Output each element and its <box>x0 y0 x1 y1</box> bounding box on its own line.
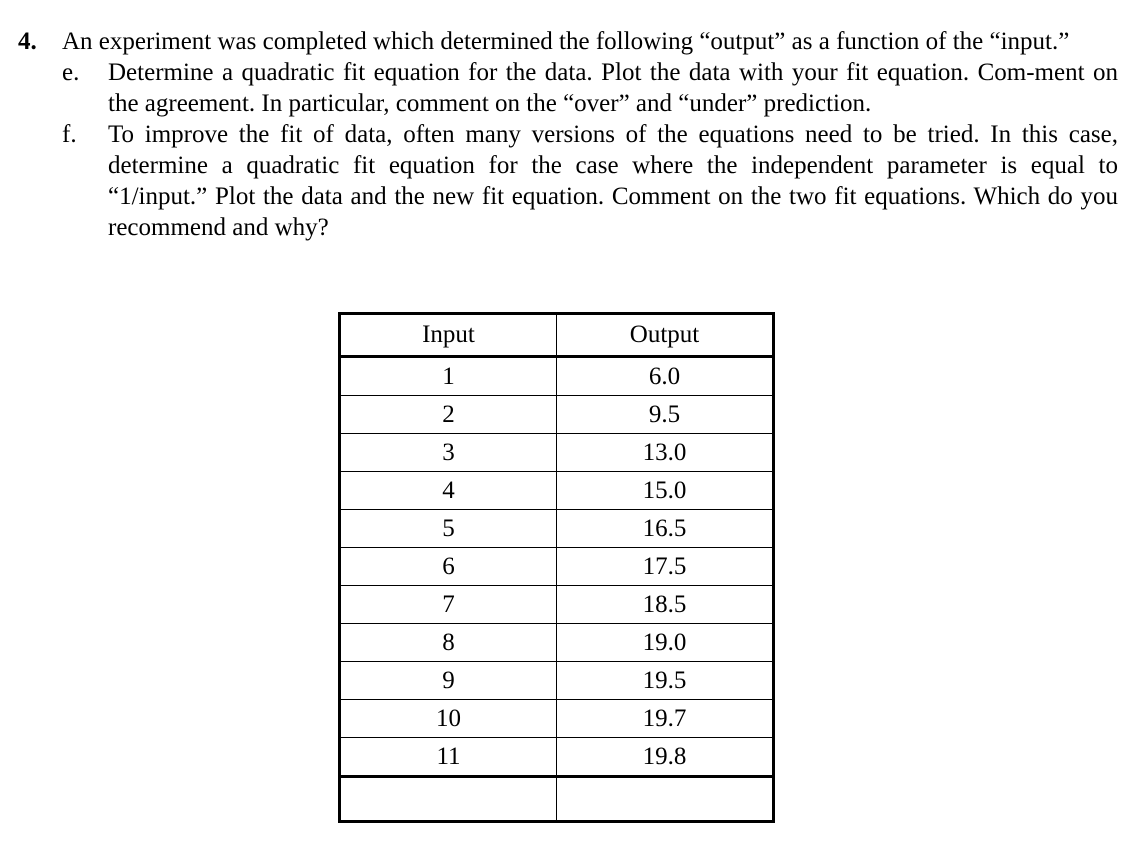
part-e-label: e. <box>62 59 80 86</box>
input-cell: 2 <box>340 396 557 434</box>
data-table <box>338 312 775 823</box>
table-row <box>340 396 774 434</box>
input-cell <box>340 777 557 822</box>
part-e-text: Determine a quadratic fit equation for the data. Plot the data with your fit equation. Com-ment on the agreement. In particular, comment on the “over” and “under” prediction. <box>108 59 1118 117</box>
input-cell: 1 <box>340 357 557 396</box>
table-row <box>340 586 774 624</box>
table-body <box>340 357 774 822</box>
header-input: Input <box>340 314 557 357</box>
input-cell: 6 <box>340 548 557 586</box>
output-cell: 6.0 <box>557 357 774 396</box>
header-output: Output <box>557 314 774 357</box>
table-row <box>340 624 774 662</box>
table-row <box>340 472 774 510</box>
input-cell: 10 <box>340 700 557 738</box>
table-row <box>340 700 774 738</box>
input-cell: 3 <box>340 434 557 472</box>
output-cell: 9.5 <box>557 396 774 434</box>
question-text: An experiment was completed which determined the following “output” as a function of the “input.” <box>62 28 1070 55</box>
output-cell: 19.0 <box>557 624 774 662</box>
output-cell: 16.5 <box>557 510 774 548</box>
table-row <box>340 777 774 822</box>
part-f-label: f. <box>62 121 77 148</box>
part-f <box>62 119 1118 243</box>
part-e <box>62 57 1118 119</box>
part-f-text: To improve the fit of data, often many versions of the equations need to be tried. In this case, determine a quadratic fit equation for the case where the independent parameter is equal to “1/input.” Plot the data and the new fit equation. Comment on the two fit equations. Which do you recommend and why? <box>108 121 1118 241</box>
problem-4 <box>18 26 1118 243</box>
table-row <box>340 738 774 777</box>
input-cell: 9 <box>340 662 557 700</box>
table-header-row <box>340 314 774 357</box>
input-cell: 4 <box>340 472 557 510</box>
output-cell: 19.8 <box>557 738 774 777</box>
table-row <box>340 548 774 586</box>
output-cell: 19.7 <box>557 700 774 738</box>
table-row <box>340 510 774 548</box>
question-parts <box>62 57 1118 243</box>
input-cell: 11 <box>340 738 557 777</box>
output-cell: 18.5 <box>557 586 774 624</box>
question-row <box>18 26 1118 57</box>
output-cell: 13.0 <box>557 434 774 472</box>
table-row <box>340 662 774 700</box>
input-cell: 7 <box>340 586 557 624</box>
output-cell <box>557 777 774 822</box>
question-number: 4. <box>18 28 37 55</box>
input-cell: 5 <box>340 510 557 548</box>
output-cell: 15.0 <box>557 472 774 510</box>
input-cell: 8 <box>340 624 557 662</box>
table-row <box>340 434 774 472</box>
output-cell: 19.5 <box>557 662 774 700</box>
table-row <box>340 357 774 396</box>
output-cell: 17.5 <box>557 548 774 586</box>
